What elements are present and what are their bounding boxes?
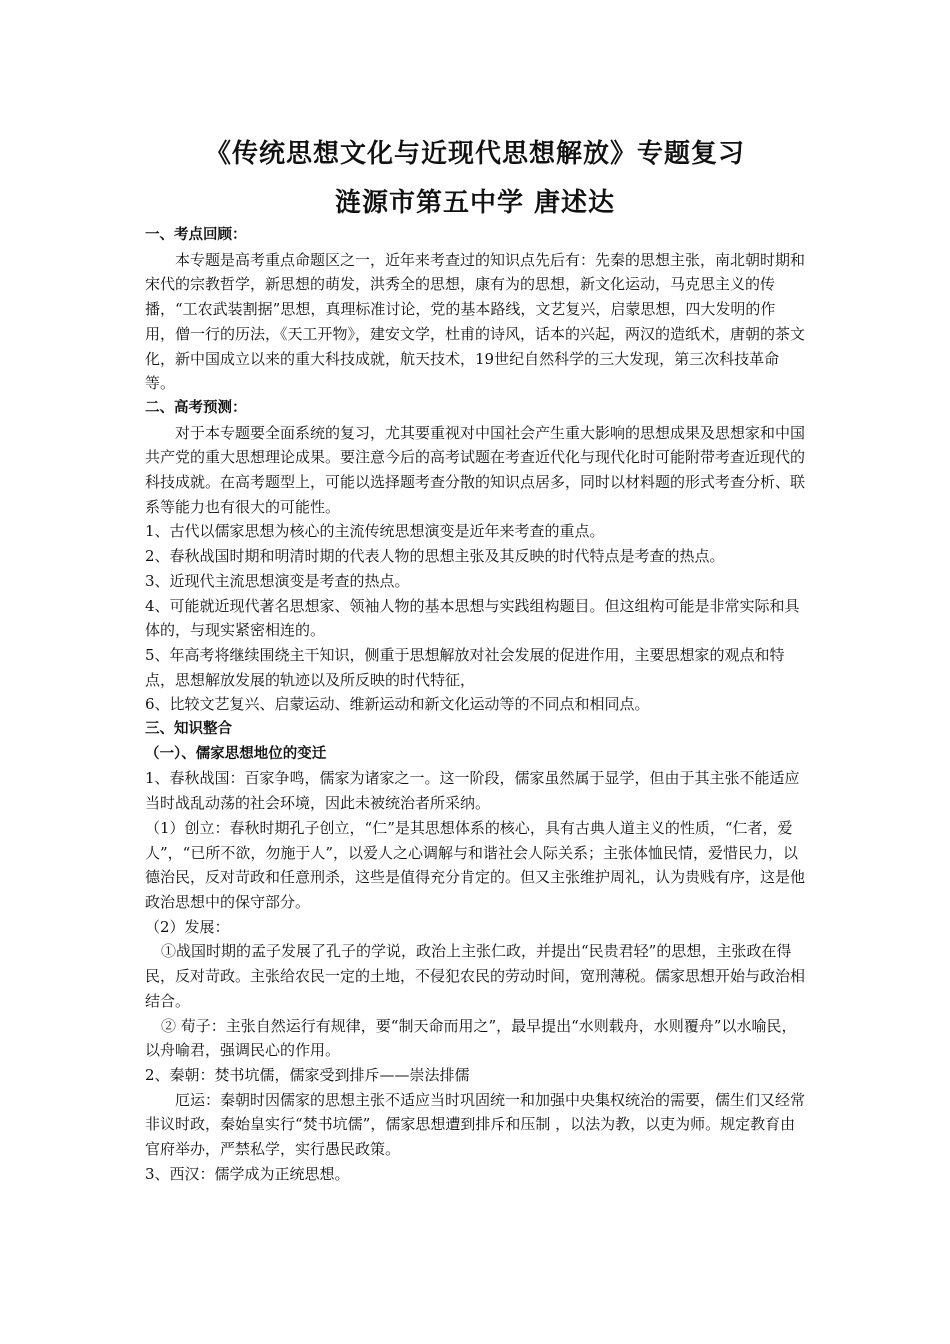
list-item: 2、春秋战国时期和明清时期的代表人物的思想主张及其反映的时代特点是考查的热点。 [145, 547, 725, 566]
document-body [145, 223, 805, 1186]
list-item: 4、可能就近现代著名思想家、领袖人物的基本思想与实践组构题目。但这组构可能是非常实际和具体的，与现实紧密相连的。 [145, 596, 800, 640]
paragraph-xunzi: ② 荀子：主张自然运行有规律，要“制天命而用之”，最早提出“水则载舟，水则覆舟”以水喻民，以舟喻君，强调民心的作用。 [145, 1016, 797, 1060]
paragraph-qin: 2、秦朝：焚书坑儒，儒家受到排斥——崇法排儒 [145, 1065, 470, 1084]
paragraph-mencius: ①战国时期的孟子发展了孔子的学说，政治上主张仁政，并提出“民贵君轻”的思想，主张政在得民，反对苛政。主张给农民一定的土地，不侵犯农民的劳动时间，宽刑薄税。儒家思想开始与政治相结合。 [145, 942, 806, 1010]
paragraph-review: 本专题是高考重点命题区之一，近年来考查过的知识点先后有：先秦的思想主张，南北朝时期和宋代的宗教哲学，新思想的萌发，洪秀全的思想，康有为的思想，新文化运动，马克思主义的传播，“工农武装割据”思想，真理标准讨论，党的基本路线，文艺复兴，启蒙思想，四大发明的作用，僧一行的历法，《天工开物》，建安文学，杜甫的诗风，话本的兴起，两汉的造纸术，唐朝的茶文化，新中国成立以来的重大科技成就，航天技术，19世纪自然科学的三大发现，第三次科技革命等。 [145, 250, 806, 393]
section-heading-forecast: 二、高考预测： [145, 399, 247, 416]
paragraph-misfortune: 厄运：秦朝时因儒家的思想主张不适应当时巩固统一和加强中央集权统治的需要，儒生们又经常非议时政，秦始皇实行“焚书坑儒”，儒家思想遭到排斥和压制 ，以法为教，以吏为师。规定教育由官府举办，严禁私学，实行愚民政策。 [145, 1090, 806, 1159]
list-item: 1、古代以儒家思想为核心的主流传统思想演变是近年来考查的重点。 [145, 522, 605, 541]
paragraph-founding: （1）创立：春秋时期孔子创立，“仁”是其思想体系的核心，具有古典人道主义的性质，“仁者，爱人”，“已所不欲，勿施于人”，以爱人之心调解与和谐社会人际关系；主张体恤民情，爱惜民力，以德治民，反对苛政和任意刑杀，这些是值得充分肯定的。但又主张维护周礼，认为贵贱有序，这是他政治思想中的保守部分。 [145, 818, 806, 911]
paragraph-forecast: 对于本专题要全面系统的复习，尤其要重视对中国社会产生重大影响的思想成果及思想家和中国共产党的重大思想理论成果。要注意今后的高考试题在考查近代化与现代化时可能附带考查近现代的科技成就。在高考题型上，可能以选择题考查分散的知识点居多，同时以材料题的形式考查分析、联系等能力也有很大的可能性。 [145, 423, 806, 516]
list-item: 3、近现代主流思想演变是考查的热点。 [145, 571, 410, 590]
subsection-heading-confucianism: （一）、儒家思想地位的变迁 [145, 745, 327, 762]
paragraph-spring-autumn: 1、春秋战国：百家争鸣，儒家为诸家之一。这一阶段，儒家虽然属于显学，但由于其主张不能适应当时战乱动荡的社会环境，因此未被统治者所采纳。 [145, 769, 800, 813]
list-item: 5、年高考将继续围绕主干知识，侧重于思想解放对社会发展的促进作用，主要思想家的观点和特点，思想解放发展的轨迹以及所反映的时代特征， [145, 645, 785, 689]
document-title: 《传统思想文化与近现代思想解放》专题复习 [204, 139, 745, 169]
list-item: 6、比较文艺复兴、启蒙运动、维新运动和新文化运动等的不同点和相同点。 [145, 695, 650, 714]
document-author: 涟源市第五中学 唐述达 [334, 188, 616, 218]
paragraph-development-label: （2）发展： [145, 917, 230, 936]
section-heading-review: 一、考点回顾： [145, 227, 247, 243]
section-heading-knowledge: 三、知识整合 [145, 721, 232, 738]
paragraph-western-han: 3、西汉：儒学成为正统思想。 [145, 1164, 350, 1183]
